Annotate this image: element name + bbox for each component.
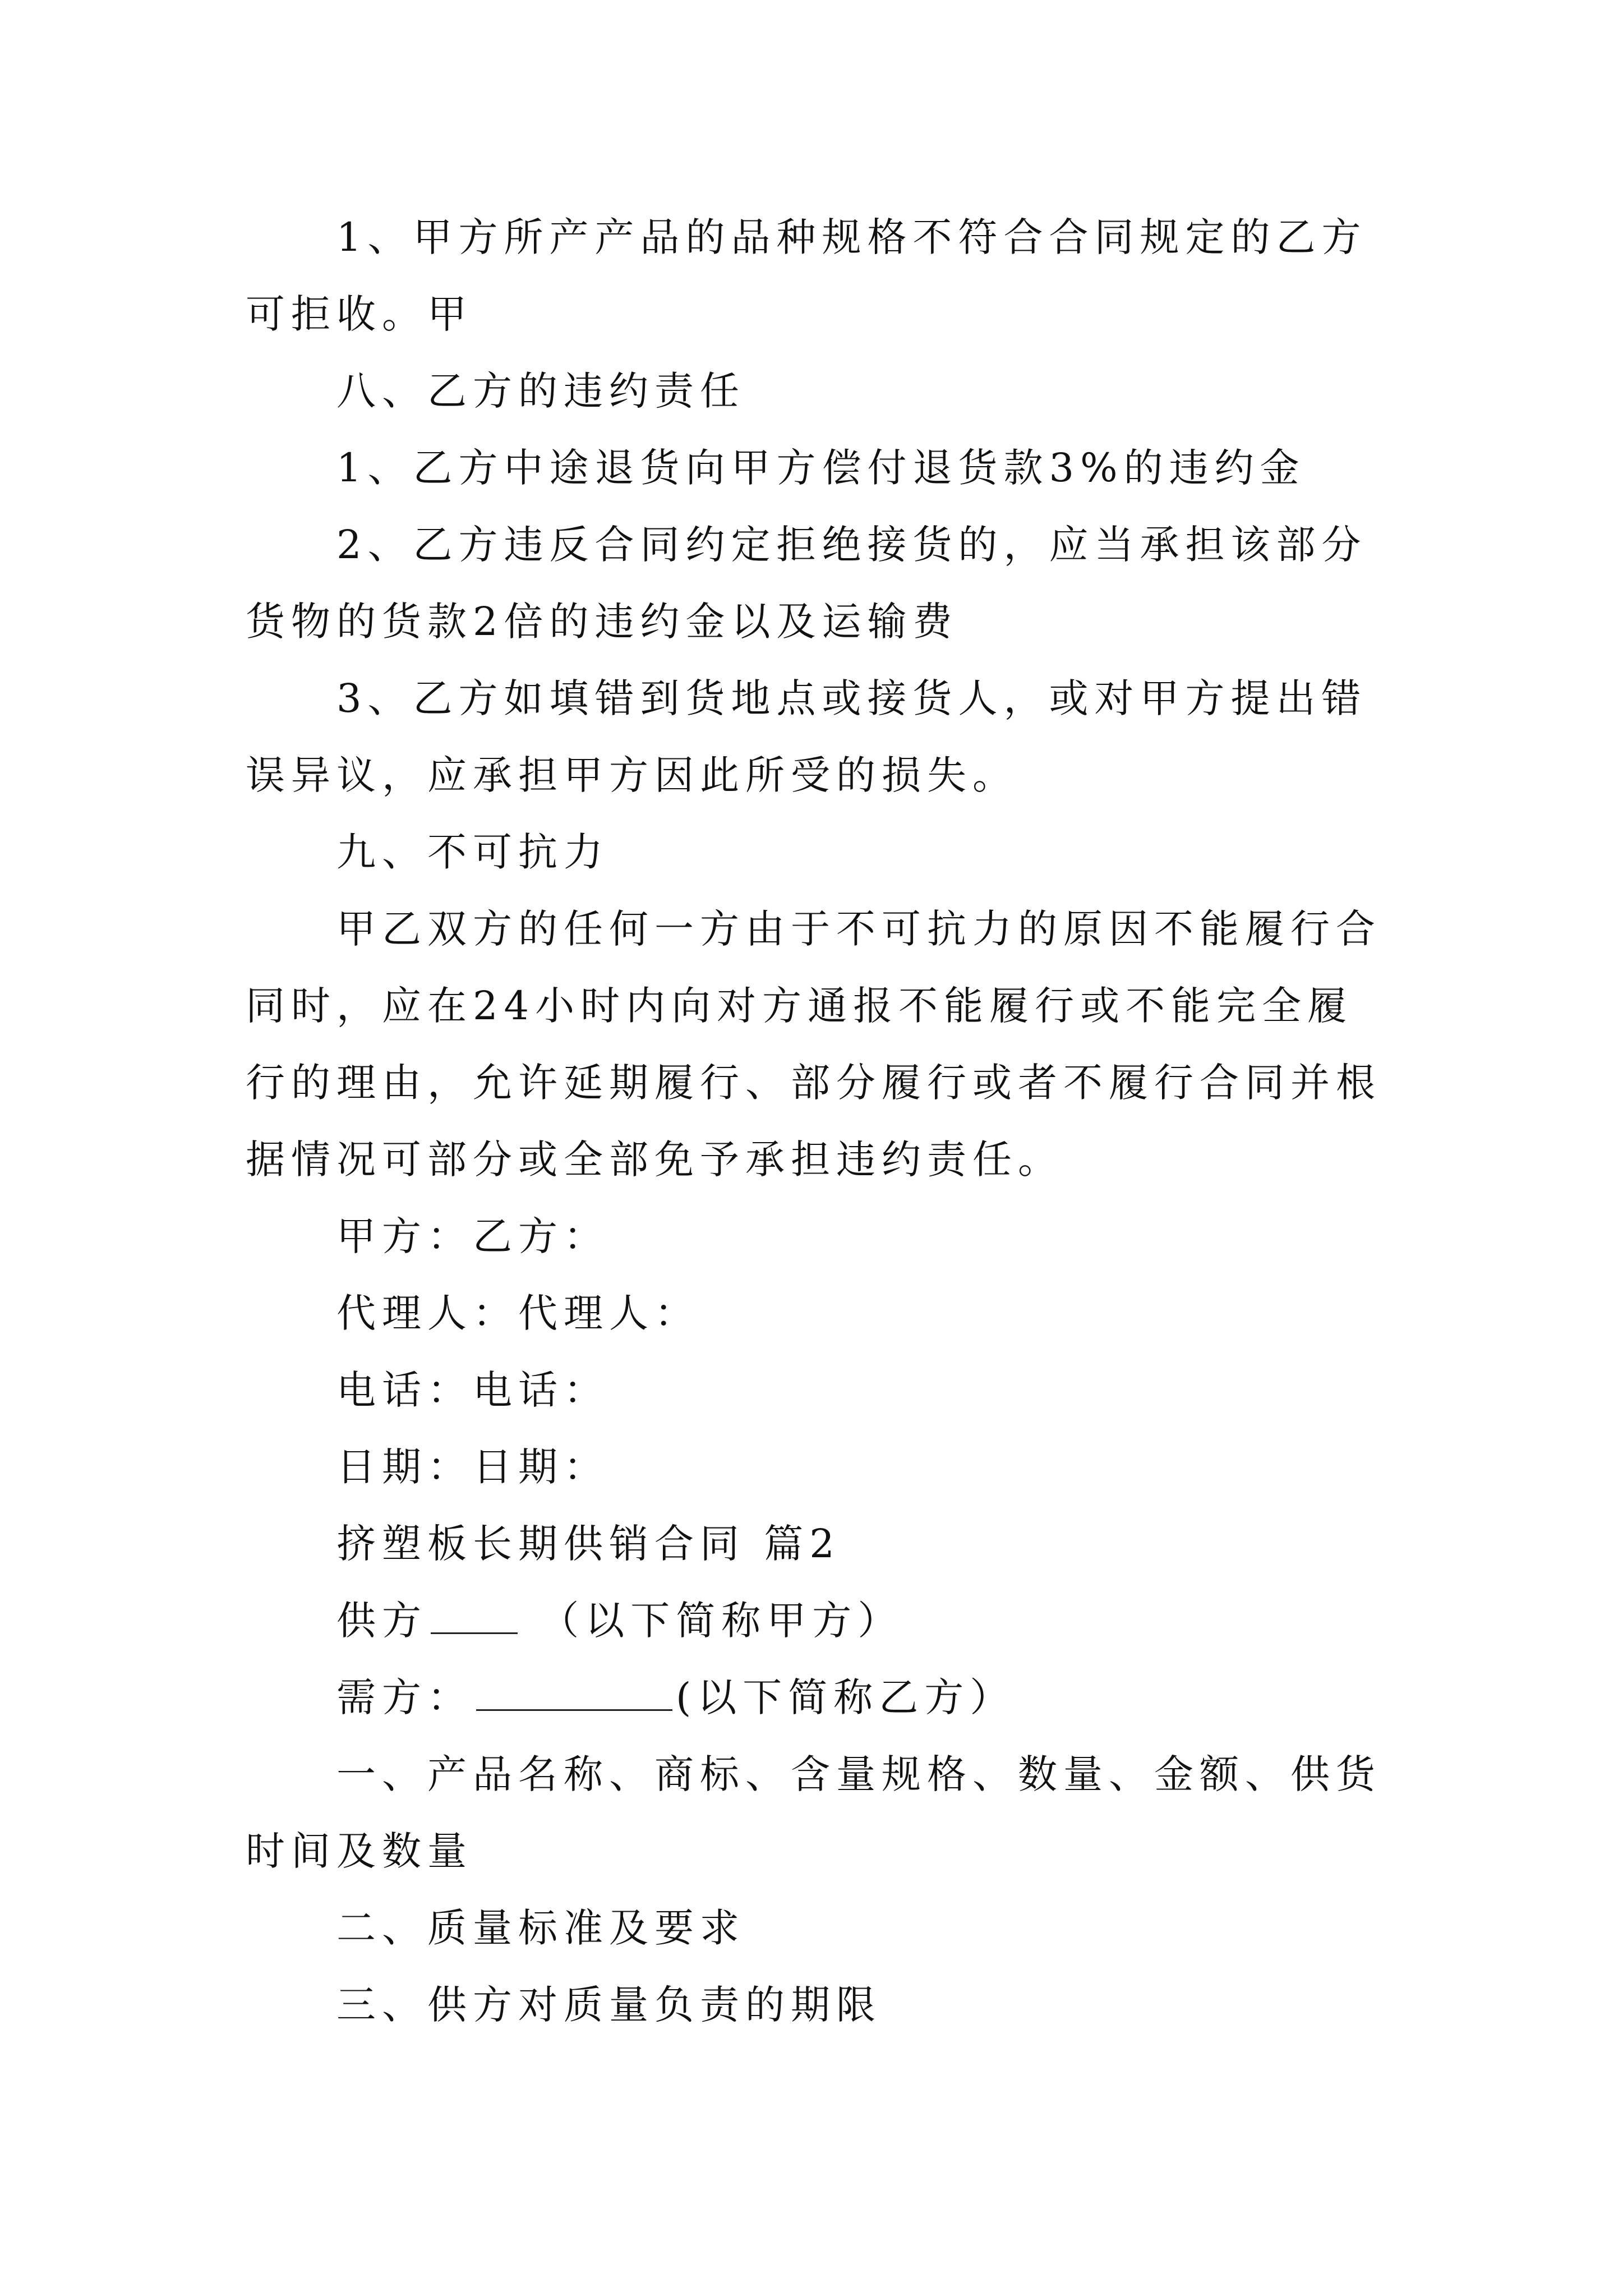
signature-agent-line: 代理人：代理人： [336,1290,700,1336]
clause-8-1: 1、乙方中途退货向甲方偿付退货款3%的违约金 [336,445,1306,491]
supplier-line [246,1582,1393,1659]
signature-date-line: 日期：日期： [336,1444,609,1490]
clause-reject-spec: 1、甲方所产产品的品种规格不符合合同规定的乙方可拒收。甲 [246,214,1367,337]
section-9-heading: 九、不可抗力 [336,829,609,875]
buyer-note: (以下简称乙方） [676,1674,1016,1720]
document-body [246,199,1393,2044]
supplier-note: （以下简称甲方） [521,1598,903,1644]
signature-phone-line: 电话：电话： [336,1367,609,1413]
signature-party-line: 甲方：乙方： [336,1213,609,1259]
section-8-heading: 八、乙方的违约责任 [336,368,745,414]
force-majeure-text: 甲乙双方的任何一方由于不可抗力的原因不能履行合同时，应在24小时内向对方通报不能履行或不能完全履行的理由，允许延期履行、部分履行或者不履行合同并根据情况可部分或全部免予承担违约责任。 [246,906,1381,1182]
supplier-label: 供方 [336,1598,427,1644]
clause-8-2: 2、乙方违反合同约定拒绝接货的，应当承担该部分货物的货款2倍的违约金以及运输费 [246,522,1367,645]
section-2-heading: 二、质量标准及要求 [336,1905,745,1951]
supplier-blank [431,1594,518,1634]
section-1-heading: 一、产品名称、商标、含量规格、数量、金额、供货时间及数量 [246,1751,1381,1874]
section-3-heading: 三、供方对质量负责的期限 [336,1982,882,2028]
buyer-line [246,1659,1393,1736]
buyer-label: 需方： [336,1674,473,1720]
buyer-blank [476,1671,672,1711]
clause-8-3: 3、乙方如填错到货地点或接货人，或对甲方提出错误异议，应承担甲方因此所受的损失。 [246,675,1367,798]
contract-2-title: 挤塑板长期供销合同 篇2 [336,1521,841,1567]
